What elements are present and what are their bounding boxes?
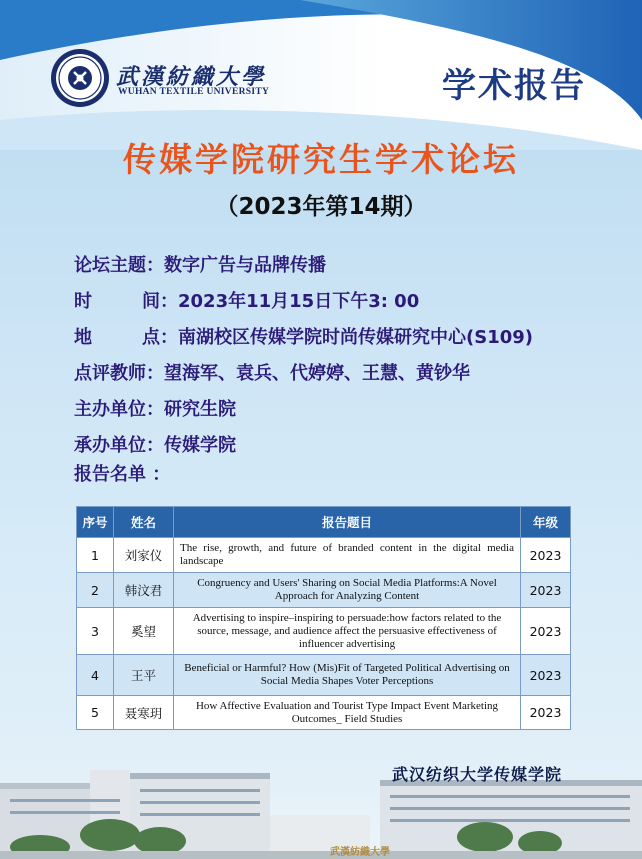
row-name: 聂寒玥 <box>114 696 174 730</box>
report-list-label: 报告名单 ： <box>74 464 171 485</box>
organizer-value: 研究生院 <box>164 399 236 420</box>
table-header-row <box>77 507 571 538</box>
header-no: 序号 <box>77 507 114 538</box>
place-value: 南湖校区传媒学院时尚传媒研究中心(S109) <box>178 327 533 348</box>
table-row <box>77 696 571 730</box>
row-grade: 2023 <box>521 538 571 573</box>
table-row <box>77 573 571 608</box>
row-topic: Beneficial or Harmful? How (Mis)Fit of Targeted Political Advertising on Social Media Shapes Voter Perceptions <box>174 655 521 696</box>
poster-title: 传媒学院研究生学术论坛 <box>123 140 519 179</box>
row-grade: 2023 <box>521 608 571 655</box>
row-topic: Congruency and Users' Sharing on Social Media Platforms:A Novel Approach for Analyzing Content <box>174 573 521 608</box>
organizer-label: 主办单位： <box>74 399 164 420</box>
row-no: 4 <box>77 655 114 696</box>
university-name-en: WUHAN TEXTILE UNIVERSITY <box>118 87 270 97</box>
university-name-cn: 武漢紡織大學 <box>116 64 267 90</box>
row-grade: 2023 <box>521 655 571 696</box>
row-no: 1 <box>77 538 114 573</box>
reviewers-label: 点评教师： <box>74 363 164 384</box>
svg-text:武漢紡織大學: 武漢紡織大學 <box>330 847 390 858</box>
host-label: 承办单位： <box>74 435 164 456</box>
academic-report-tag: 学术报告 <box>442 66 586 106</box>
time-row <box>74 284 533 320</box>
row-name: 奚望 <box>114 608 174 655</box>
row-no: 2 <box>77 573 114 608</box>
row-no: 5 <box>77 696 114 730</box>
row-name: 王平 <box>114 655 174 696</box>
theme-value: 数字广告与品牌传播 <box>164 255 326 276</box>
header-grade: 年级 <box>521 507 571 538</box>
row-name: 刘家仪 <box>114 538 174 573</box>
table-row <box>77 608 571 655</box>
theme-row <box>74 248 533 284</box>
row-grade: 2023 <box>521 696 571 730</box>
time-label: 时 间： <box>74 291 178 312</box>
row-topic: Advertising to inspire–inspiring to persuade:how factors related to the source, message, and audience affect the persuasive effectiveness of influencer advertising <box>174 608 521 655</box>
header-topic: 报告题目 <box>174 507 521 538</box>
table-row <box>77 538 571 573</box>
issue-number: （2023年第14期） <box>215 194 427 220</box>
row-no: 3 <box>77 608 114 655</box>
header-name: 姓名 <box>114 507 174 538</box>
place-row <box>74 320 533 356</box>
university-logo <box>50 48 110 108</box>
row-topic: How Affective Evaluation and Tourist Type Impact Event Marketing Outcomes_ Field Studies <box>174 696 521 730</box>
time-value: 2023年11月15日下午3: 00 <box>178 291 420 312</box>
row-name: 韩汶君 <box>114 573 174 608</box>
report-table <box>76 506 571 730</box>
forum-info <box>74 248 533 464</box>
host-row <box>74 428 533 464</box>
row-topic: The rise, growth, and future of branded content in the digital media landscape <box>174 538 521 573</box>
table-row <box>77 655 571 696</box>
reviewers-row <box>74 356 533 392</box>
organizer-row <box>74 392 533 428</box>
place-label: 地 点： <box>74 327 178 348</box>
footer-school-name: 武汉纺织大学传媒学院 <box>391 765 562 784</box>
theme-label: 论坛主题： <box>74 255 164 276</box>
row-grade: 2023 <box>521 573 571 608</box>
host-value: 传媒学院 <box>164 435 236 456</box>
reviewers-value: 望海军、袁兵、代婷婷、王慧、黄钞华 <box>164 363 470 384</box>
